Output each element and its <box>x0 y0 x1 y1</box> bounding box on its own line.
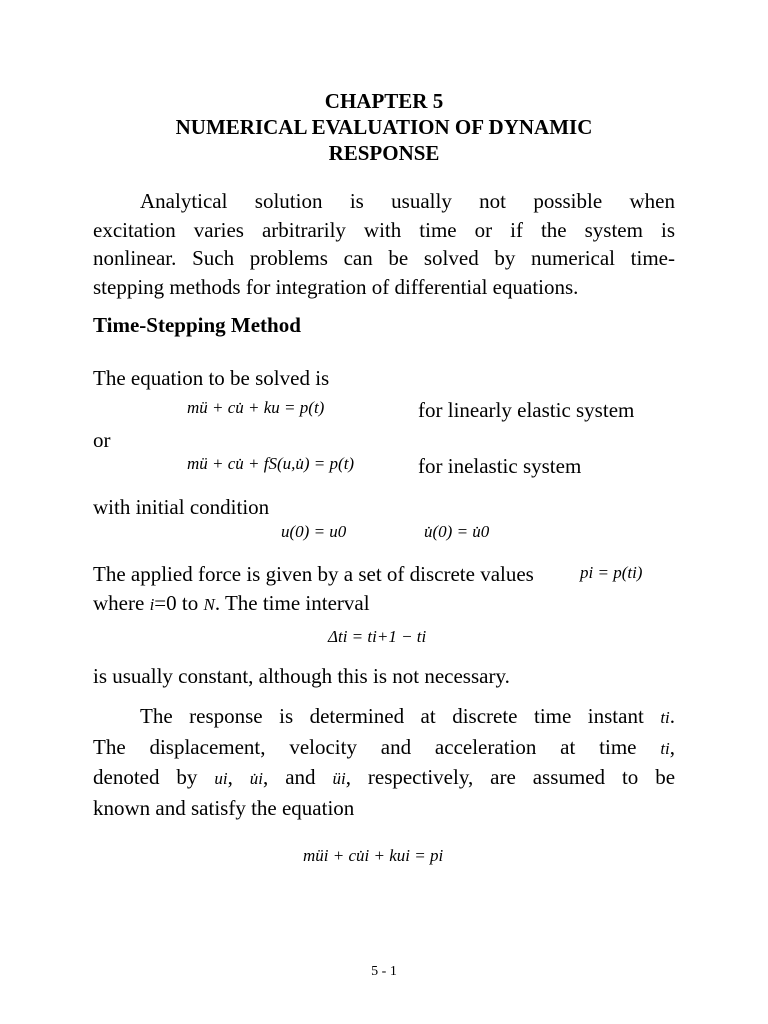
response-line-3-text: denoted by <box>93 765 198 789</box>
chapter-title-line2: RESPONSE <box>328 141 440 165</box>
page-number: 5 - 1 <box>371 964 397 979</box>
force-index-n: N <box>203 595 215 614</box>
response-line-3-rest: respectively, are assumed to be <box>367 765 676 789</box>
equation-intro: The equation to be solved is <box>93 366 330 390</box>
force-interval-text: . The time interval <box>214 591 370 615</box>
force-where: where <box>93 591 145 615</box>
response-line-1: The response is determined at discrete time instant ti. <box>140 704 676 728</box>
initial-condition-label: with initial condition <box>93 495 270 519</box>
force-text-line2 <box>93 588 370 620</box>
response-line-2-var: ti <box>660 738 670 758</box>
section-heading: Time-Stepping Method <box>93 313 301 337</box>
equation-linear-note: for linearly elastic system <box>418 398 635 422</box>
force-range: =0 to <box>154 591 199 615</box>
equation-inelastic: mü + cu̇ + fS(u,u̇) = p(t) <box>187 454 355 473</box>
intro-line-4: stepping methods for integration of differential equations. <box>93 274 579 299</box>
chapter-title-line1: NUMERICAL EVALUATION OF DYNAMIC <box>175 115 593 139</box>
initial-displacement: u(0) = u0 <box>281 522 347 541</box>
equation-linear: mü + cu̇ + ku = p(t) <box>187 398 325 417</box>
force-pi-expression: pi = p(ti) <box>580 563 643 582</box>
force-index-i: i <box>149 595 155 614</box>
equation-of-motion-discrete: müi + cu̇i + kui = pi <box>303 846 444 865</box>
response-velocity: u̇i <box>249 769 263 788</box>
response-displacement: ui <box>214 769 228 788</box>
equation-inelastic-note: for inelastic system <box>418 454 582 478</box>
response-line-1-text: The response is determined at discrete time instant <box>140 704 644 728</box>
response-line-2-text: The displacement, velocity and acceleration at time <box>93 734 637 759</box>
response-line-4: known and satisfy the equation <box>93 795 355 820</box>
response-line-2: The displacement, velocity and acceleration at time ti, <box>93 734 676 759</box>
intro-line-1: Analytical solution is usually not possible when <box>140 189 675 213</box>
response-paragraph <box>93 702 675 822</box>
force-text-line1: The applied force is given by a set of discrete values <box>93 562 534 586</box>
intro-line-3: nonlinear. Such problems can be solved by numerical time- <box>93 246 675 270</box>
response-and: and <box>285 765 316 789</box>
chapter-label: CHAPTER 5 <box>324 89 444 113</box>
intro-line-2: excitation varies arbitrarily with time or if the system is <box>93 217 675 242</box>
response-acceleration: üi <box>332 769 346 788</box>
response-line-1-var: ti <box>660 708 670 727</box>
or-text: or <box>93 428 111 452</box>
constant-text: is usually constant, although this is not necessary. <box>93 664 510 688</box>
time-interval-equation: Δti = ti+1 − ti <box>328 627 427 646</box>
initial-velocity: u̇(0) = u̇0 <box>424 522 490 541</box>
intro-paragraph <box>93 187 675 301</box>
response-line-3: denoted by ui, u̇i, and üi, respectively, are assumed to be <box>93 765 676 789</box>
